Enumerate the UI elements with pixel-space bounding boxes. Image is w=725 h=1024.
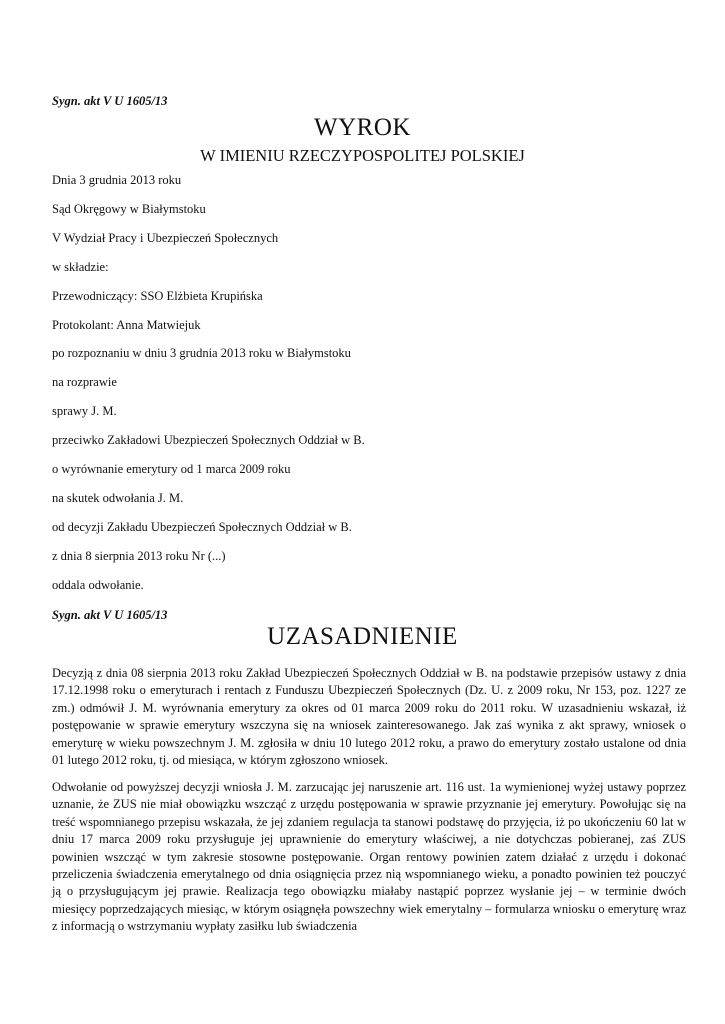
justification-title: UZASADNIENIE — [267, 623, 458, 650]
verdict-line-clerk: Protokolant: Anna Matwiejuk — [52, 318, 201, 332]
justification-paragraph: Decyzją z dnia 08 sierpnia 2013 roku Zakład Ubezpieczeń Społecznych Oddział w B. na podstawie przepisów ustawy z dnia 17.12.1998 roku o emeryturach i rentach z Funduszu Ubezpieczeń Społecznych (Dz. U. z 2009 roku, Nr 153, poz. 1227 ze zm.) odmówił J. M. wyrównania emerytury za okres od 01 marca 2009 roku do 2011 roku. W uzasadnieniu wskazał, iż postępowanie w sprawie emerytury wszczyna się na wniosek zainteresowanego. Jak zaś wynika z akt sprawy, wniosek o emeryturę w wieku powszechnym J. M. zgłosiła w dniu 10 lutego 2012 roku, a prawo do emerytury zostało ustalone od dnia 01 lutego 2012 roku, tj. od miesiąca, w którym zgłoszono wniosek. — [52, 666, 686, 768]
case-signature: Sygn. akt V U 1605/13 — [52, 94, 168, 108]
justification-signature: Sygn. akt V U 1605/13 — [52, 608, 168, 622]
verdict-line-date: Dnia 3 grudnia 2013 roku — [52, 173, 182, 187]
verdict-subtitle: W IMIENIU RZECZYPOSPOLITEJ POLSKIEJ — [200, 146, 525, 165]
verdict-line-court: Sąd Okręgowy w Białymstoku — [52, 202, 206, 216]
verdict-line-decision: od decyzji Zakładu Ubezpieczeń Społecznych Oddział w B. — [52, 520, 352, 534]
justification-paragraph: Odwołanie od powyższej decyzji wniosła J. M. zarzucając jej naruszenie art. 116 ust. 1a wymienionej wyżej ustawy poprzez uznanie, że ZUS nie miał obowiązku wszcząć z urzędu postępowania w sprawie przyznanie jej emerytury. Powołując się na treść wspomnianego przepisu wskazała, że jej zdaniem regulacja ta stanowi podstawę do przyjęcia, iż po ukończeniu 60 lat w dniu 17 marca 2009 roku przysługuje jej uprawnienie do emerytury właściwej, a nie dotychczas pobieranej, zaś ZUS powinien wszcząć w tym zakresie stosowne postępowanie. Organ rentowy powinien zatem działać z urzędu i dokonać przeliczenia świadczenia emerytalnego od dnia osiągnięcia przez nią wspomnianego wieku, a ponadto powinien też pouczyć ją o przysługującym jej prawie. Realizacja tego obowiązku miałaby nastąpić poprzez wysłanie jej – w terminie dwóch miesięcy poprzedzających miesiąc, w którym osiągnęła powszechny wiek emerytalny – formularza wniosku o emeryturę wraz z informacją o wstrzymaniu wypłaty zasiłku lub świadczenia — [52, 780, 686, 934]
verdict-line-defendant: przeciwko Zakładowi Ubezpieczeń Społecznych Oddział w B. — [52, 433, 365, 447]
verdict-line-case: sprawy J. M. — [52, 404, 117, 418]
verdict-line-presiding-judge: Przewodniczący: SSO Elżbieta Krupińska — [52, 289, 263, 303]
verdict-title: WYROK — [314, 114, 411, 141]
verdict-line-subject: o wyrównanie emerytury od 1 marca 2009 roku — [52, 462, 291, 476]
verdict-line-decision-date: z dnia 8 sierpnia 2013 roku Nr (...) — [52, 549, 226, 563]
verdict-line-appeal: na skutek odwołania J. M. — [52, 491, 184, 505]
verdict-line-composition: w składzie: — [52, 260, 109, 274]
verdict-line-session: na rozprawie — [52, 375, 117, 389]
verdict-line-division: V Wydział Pracy i Ubezpieczeń Społecznych — [52, 231, 279, 245]
verdict-line-ruling: oddala odwołanie. — [52, 578, 144, 592]
verdict-line-hearing: po rozpoznaniu w dniu 3 grudnia 2013 roku w Białymstoku — [52, 346, 351, 360]
